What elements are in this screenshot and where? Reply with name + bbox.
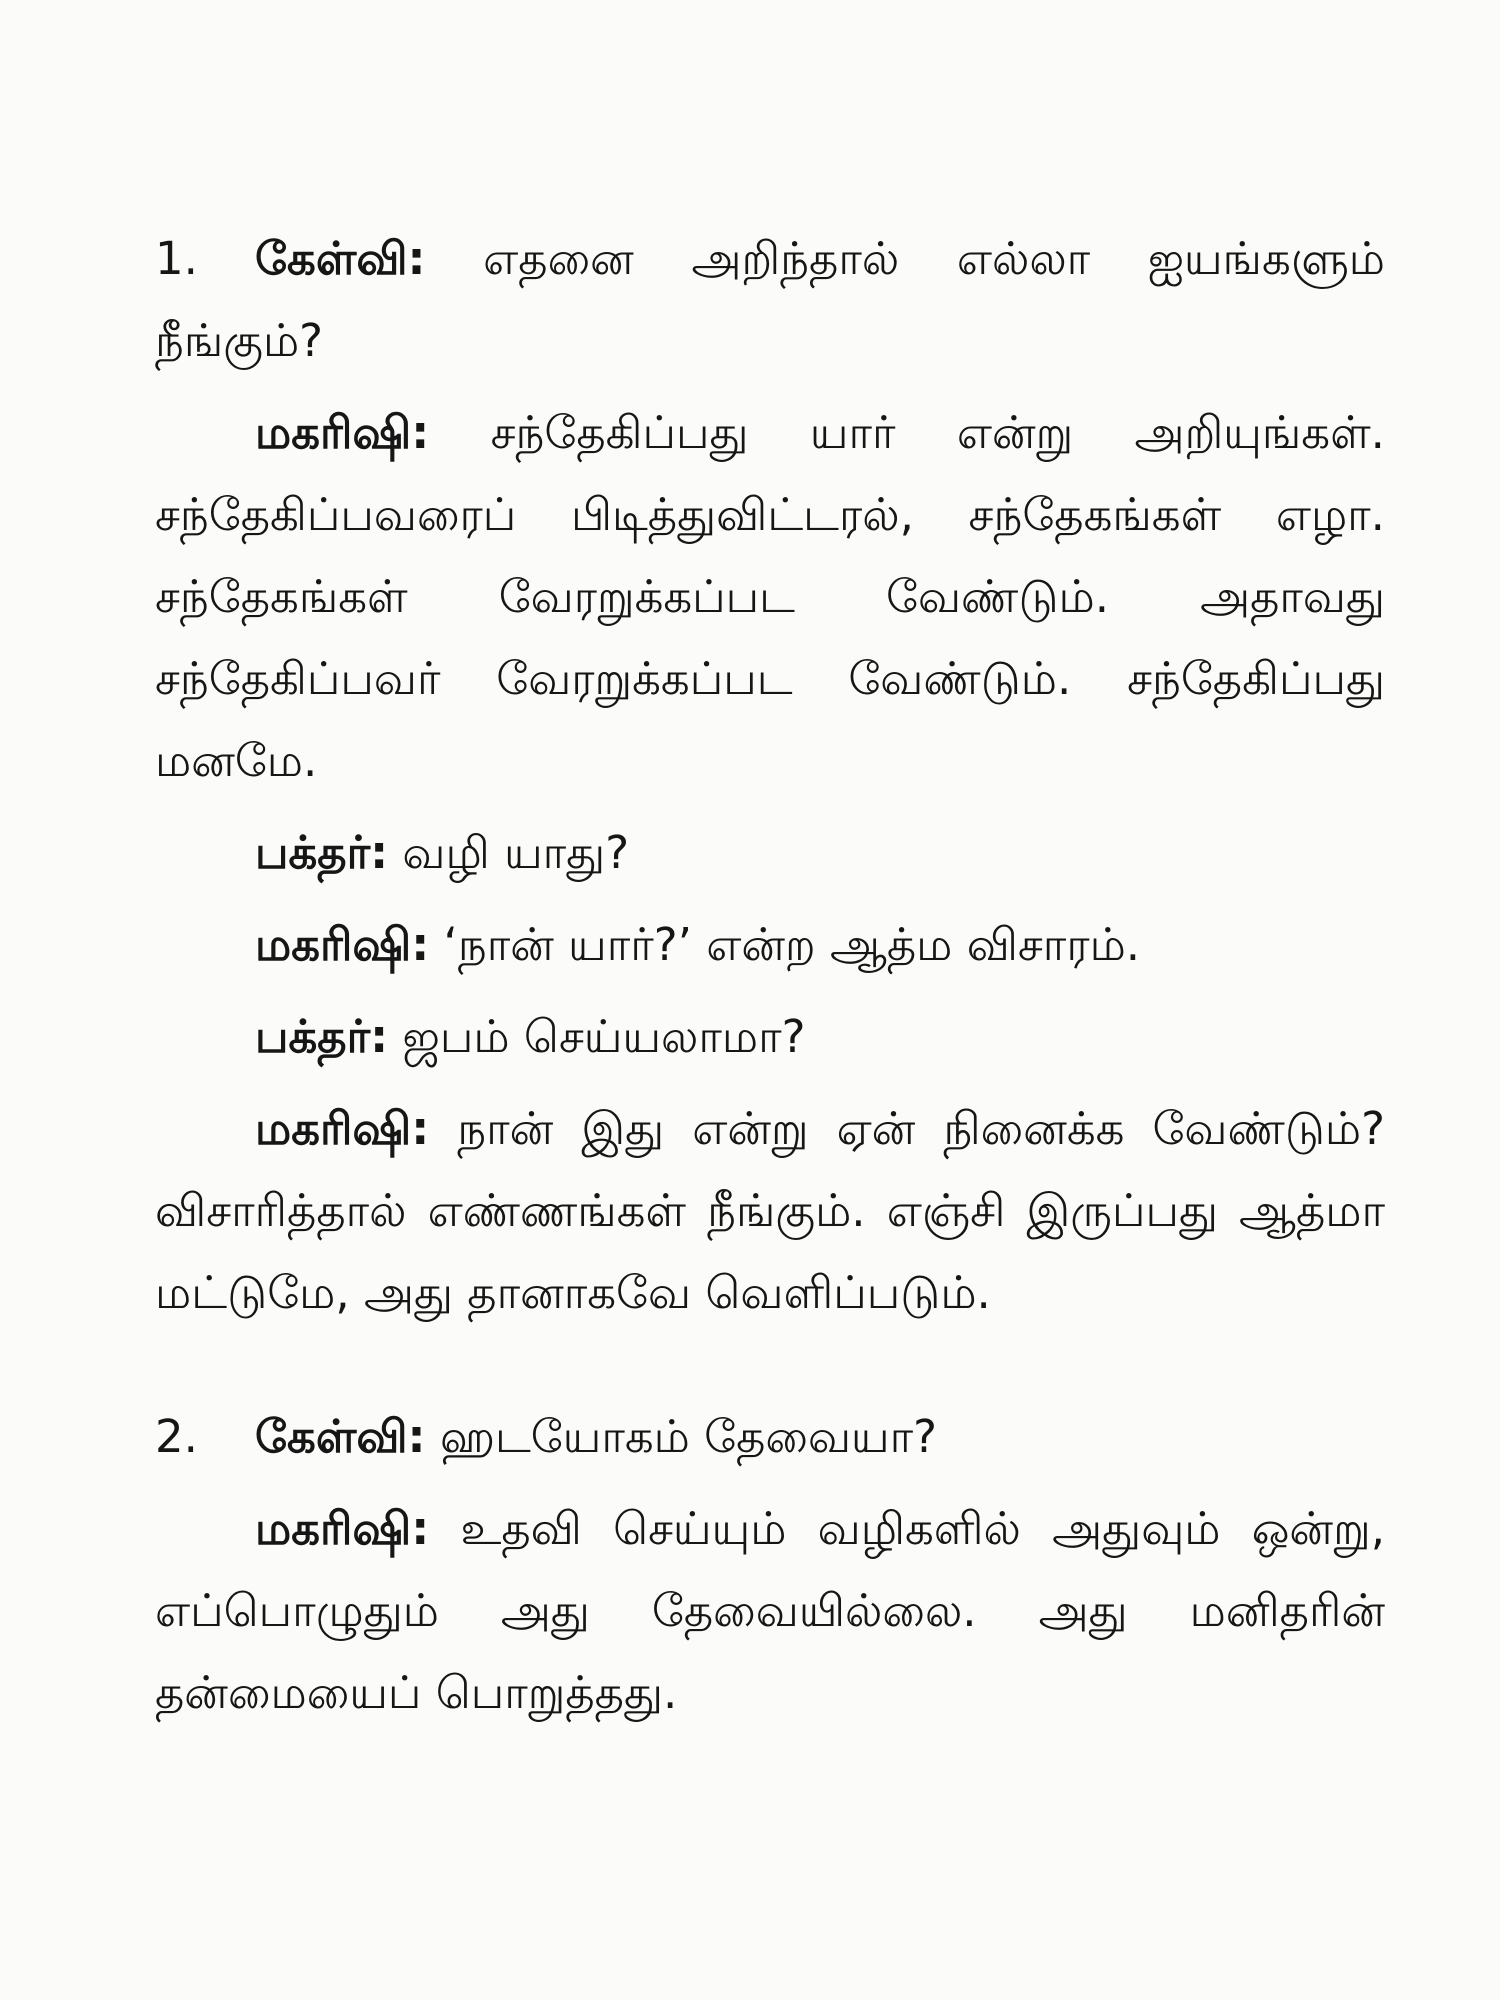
- answer-1-4: [155, 996, 1385, 1078]
- dialogue-text: வழி யாது?: [402, 826, 630, 879]
- speaker-label: பக்தர்:: [255, 1010, 389, 1063]
- question-label: கேள்வி:: [255, 1410, 426, 1463]
- dialogue-text: ஜபம் செய்யலாமா?: [402, 1010, 806, 1063]
- answer-1-1: [155, 392, 1385, 802]
- answer-1-5: [155, 1088, 1385, 1334]
- speaker-label: மகரிஷி:: [255, 1502, 430, 1555]
- question-label: கேள்வி:: [255, 232, 426, 285]
- answer-2-1: [155, 1488, 1385, 1734]
- question-text: எதனை அறிந்தால் எல்லா ஐயங்களும் நீங்கும்?: [155, 232, 1385, 367]
- question-number: 2.: [155, 1410, 198, 1463]
- answer-1-3: [155, 904, 1385, 986]
- question-2: [155, 1396, 1385, 1478]
- answer-1-2: [155, 812, 1385, 894]
- question-1: [155, 218, 1385, 382]
- speaker-label: மகரிஷி:: [255, 1102, 430, 1155]
- dialogue-text: நான் இது என்று ஏன் நினைக்க வேண்டும்? விசாரித்தால் எண்ணங்கள் நீங்கும். எஞ்சி இருப்பது ஆத்மா மட்டுமே, அது தானாகவே வெளிப்படும்.: [155, 1102, 1385, 1319]
- speaker-label: பக்தர்:: [255, 826, 389, 879]
- speaker-label: மகரிஷி:: [255, 406, 430, 459]
- question-number: 1.: [155, 232, 198, 285]
- speaker-label: மகரிஷி:: [255, 918, 430, 971]
- dialogue-text: ‘நான் யார்?’ என்ற ஆத்ம விசாரம்.: [443, 918, 1141, 971]
- question-text: ஹடயோகம் தேவையா?: [439, 1410, 938, 1463]
- dialogue-text: சந்தேகிப்பது யார் என்று அறியுங்கள். சந்தேகிப்பவரைப் பிடித்துவிட்டரல், சந்தேகங்கள் எழா. சந்தேகங்கள் வேரறுக்கப்பட வேண்டும். அதாவது சந்தேகிப்பவர் வேரறுக்கப்பட வேண்டும். சந்தேகிப்பது மனமே.: [155, 406, 1385, 787]
- document-page: [155, 218, 1385, 1744]
- dialogue-text: உதவி செய்யும் வழிகளில் அதுவும் ஒன்று, எப்பொழுதும் அது தேவையில்லை. அது மனிதரின் தன்மையைப் பொறுத்தது.: [155, 1502, 1385, 1719]
